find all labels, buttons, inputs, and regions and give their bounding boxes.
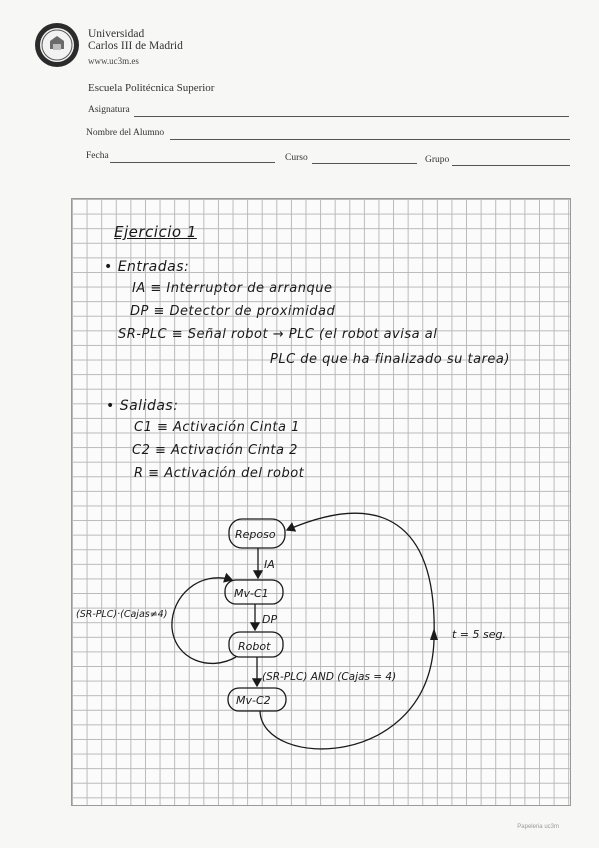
input-item: DP ≡ Detector de proximidad	[130, 304, 336, 319]
input-item: PLC de que ha finalizado su tarea)	[270, 352, 510, 367]
date-label: Fecha	[86, 151, 109, 161]
student-name-label: Nombre del Alumno	[86, 128, 165, 138]
transition-arrow	[260, 513, 434, 749]
state-label: Mv-C1	[234, 587, 269, 600]
transition-label: DP	[262, 613, 278, 626]
transition-label: (SR-PLC) AND (Cajas = 4)	[262, 671, 397, 683]
transition-arrow	[172, 578, 236, 664]
subject-label: Asignatura	[88, 105, 130, 115]
state-label: Reposo	[235, 528, 276, 541]
output-item: R ≡ Activación del robot	[134, 466, 305, 481]
output-item: C2 ≡ Activación Cinta 2	[132, 443, 298, 458]
inputs-heading: • Entradas:	[104, 259, 190, 275]
transition-label: t = 5 seg.	[452, 628, 506, 641]
university-website: www.uc3m.es	[88, 56, 139, 66]
group-label: Grupo	[425, 155, 450, 165]
transition-label: (SR-PLC)·(Cajas≠4)	[76, 609, 168, 620]
input-item: IA ≡ Interruptor de arranque	[132, 281, 333, 296]
school-name: Escuela Politécnica Superior	[88, 82, 215, 94]
outputs-heading: • Salidas:	[106, 398, 179, 414]
university-line2: Carlos III de Madrid	[88, 40, 183, 52]
exercise-title: Ejercicio 1	[114, 223, 197, 241]
footer-brand: Papeleria uc3m	[517, 824, 559, 830]
university-line1: Universidad	[88, 28, 145, 40]
input-item: SR-PLC ≡ Señal robot → PLC (el robot avisa al	[118, 327, 438, 342]
state-label: Mv-C2	[236, 694, 271, 707]
output-item: C1 ≡ Activación Cinta 1	[134, 420, 300, 435]
course-label: Curso	[285, 153, 308, 163]
state-label: Robot	[238, 640, 271, 653]
transition-label: IA	[264, 558, 275, 571]
